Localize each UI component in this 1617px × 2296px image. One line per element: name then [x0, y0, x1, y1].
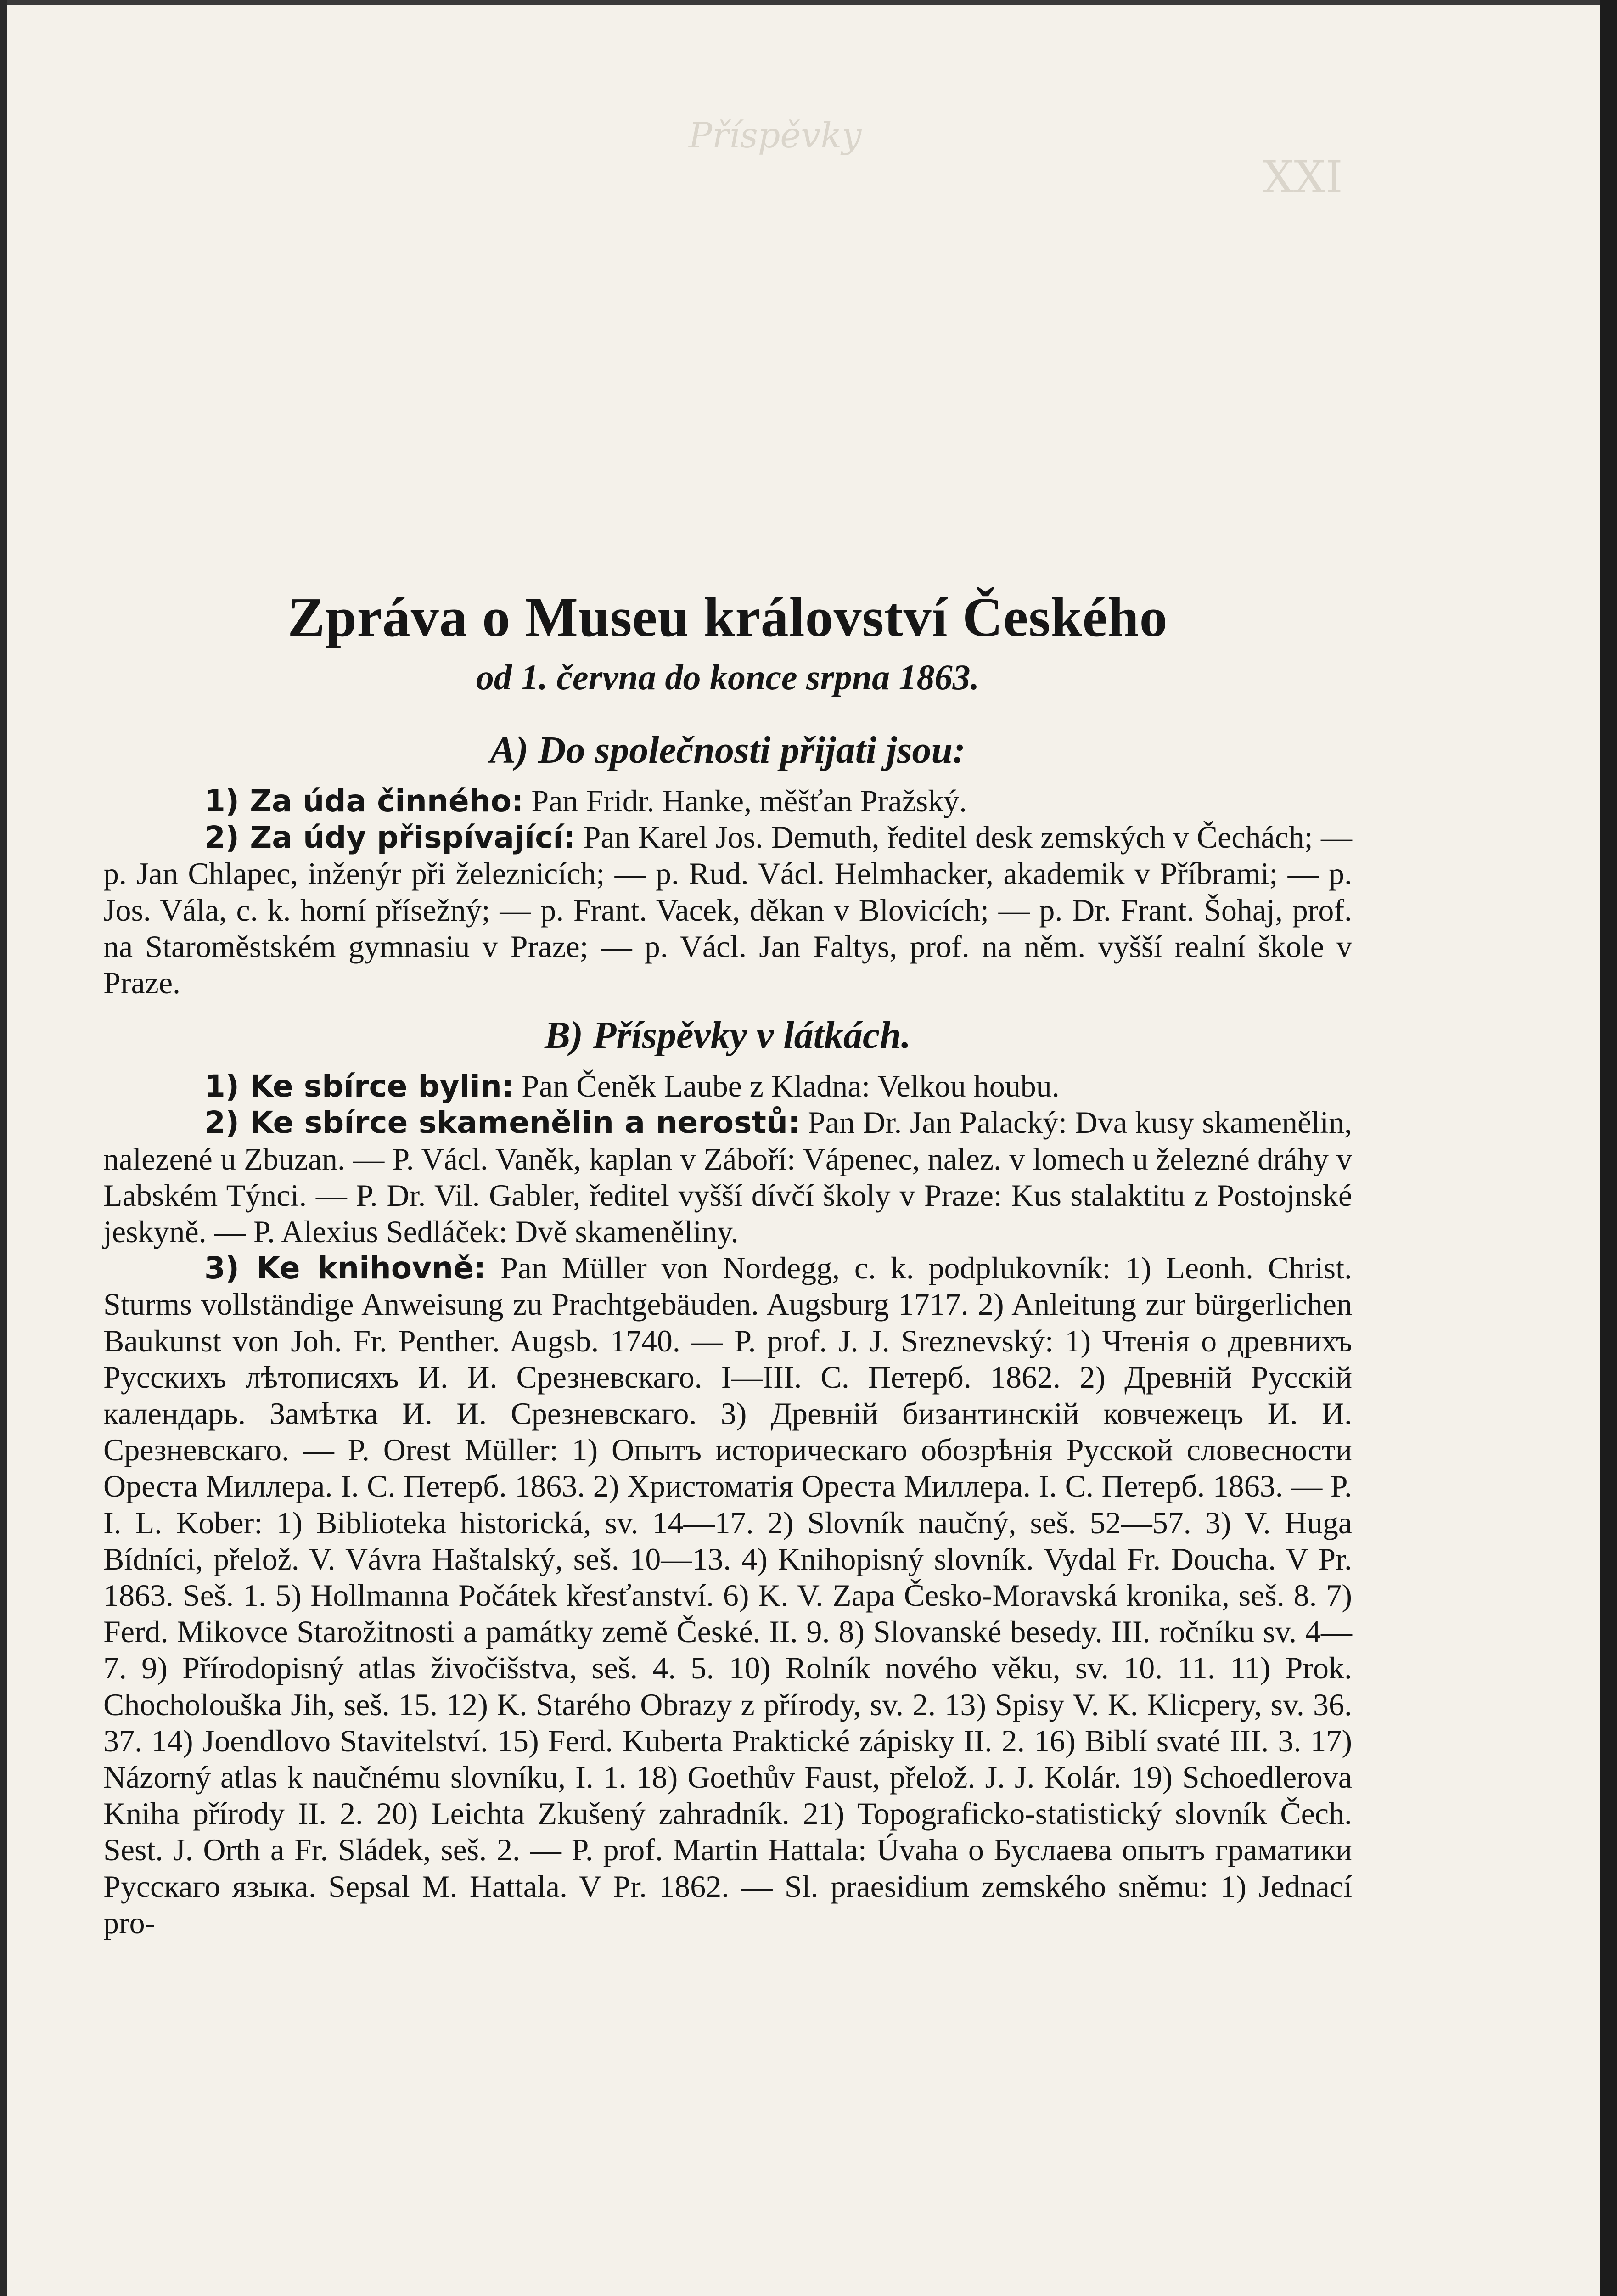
- paragraph-contrib-2: [103, 1104, 1352, 1250]
- paragraph-text: Pan Müller von Nordegg, c. k. podplukovník: 1) Leonh. Christ. Sturms vollständige Anweisung zu Prachtgebäuden. Augsburg 1717. 2) Anleitung zur bürgerlichen Baukunst von Joh. Fr. Penther. Augsb. 1740. — P. prof. J. J. Sreznevský: 1) Чтенія о древнихъ Русскихъ лѣтописяхъ И. И. Срезневскаго. I—III. С. Петерб. 1862. 2) Древній Русскій календарь. Замѣтка И. И. Срезневскаго. 3) Древній бизантинскій ковчежецъ И. И. Срезневскаго. — P. Orest Müller: 1) Опытъ историческаго обозрѣнія Русской словесности Ореста Миллера. I. С. Петерб. 1863. 2) Христоматія Ореста Миллера. I. С. Петерб. 1863. — P. I. L. Kober: 1) Biblioteka historická, sv. 14—17. 2) Slovník naučný, seš. 52—57. 3) V. Huga Bídníci, přelož. V. Vávra Haštalský, seš. 10—13. 4) Knihopisný slovník. Vydal Fr. Doucha. V Pr. 1863. Seš. 1. 5) Hollmanna Počátek křesťanství. 6) K. V. Zapa Česko-Moravská kronika, seš. 8. 7) Ferd. Mikovce Starožitnosti a památky země České. II. 9. 8) Slovanské besedy. III. ročníku sv. 4—7. 9) Přírodopisný atlas živočišstva, seš. 4. 5. 10) Rolník nového věku, sv. 10. 11. 11) Prok. Chocholouška Jih, seš. 15. 12) K. Starého Obrazy z přírody, sv. 2. 13) Spisy V. K. Klicpery, sv. 36. 37. 14) Joendlovo Stavitelství. 15) Ferd. Kuberta Praktické zápisky II. 2. 16) Biblí svaté III. 3. 17) Názorný atlas k naučnému slovníku, I. 1. 18) Goethův Faust, přelož. J. J. Kolár. 19) Schoedlerova Kniha přírody II. 2. 20) Leichta Zkušený zahradník. 21) Topograficko-statistický slovník Čech. Sest. J. Orth a Fr. Sládek, seš. 2. — P. prof. Martin Hattala: Úvaha o Буслаева опытъ граматики Русскаго языка. Sepsal M. Hattala. V Pr. 1862. — Sl. praesidium zemského sněmu: 1) Jednací pro-: [103, 1250, 1353, 1940]
- paragraph-lead: 2) Ke sbírce skamenělin a nerostů:: [204, 1105, 800, 1141]
- scan-edge-right: [1600, 0, 1617, 2296]
- page-title: Zpráva o Museu království Českého: [287, 586, 1168, 648]
- paragraph-lead: 1) Ke sbírce bylin:: [204, 1069, 514, 1104]
- paragraph-members-2: [103, 819, 1352, 1001]
- paragraph-contrib-3: [103, 1250, 1352, 1941]
- paragraph-text: Pan Karel Jos. Demuth, ředitel desk zemských v Čechách; — p. Jan Chlapec, inženýr při železnicích; — p. Rud. Václ. Helmhacker, akademik v Příbrami; — p. Jos. Vála, c. k. horní přísežný; — p. Frant. Vacek, děkan v Blovicích; — p. Dr. Frant. Šohaj, prof. na Staroměstském gymnasiu v Praze; — p. Václ. Jan Faltys, prof. na něm. vyšší realní škole v Praze.: [103, 820, 1353, 1001]
- paragraph-text: Pan Fridr. Hanke, měšťan Pražský.: [531, 783, 967, 818]
- paragraph-lead: 3) Ke knihovně:: [204, 1250, 486, 1286]
- bleed-through-header: Příspěvky: [689, 115, 862, 156]
- page-subtitle: od 1. června do konce srpna 1863.: [476, 657, 980, 697]
- paragraph-text: Pan Čeněk Laube z Kladna: Velkou houbu.: [522, 1069, 1060, 1104]
- paragraph-lead: 1) Za úda činného:: [204, 783, 524, 819]
- paragraph-lead: 2) Za údy přispívající:: [204, 820, 576, 855]
- scan-edge-top: [0, 0, 1617, 5]
- bleed-through-page-number: XXI: [1263, 152, 1343, 203]
- paragraph-members-1: [103, 783, 1352, 819]
- section-heading-b: B) Příspěvky v látkách.: [545, 1014, 911, 1057]
- section-heading-a: A) Do společnosti přijati jsou:: [489, 729, 966, 771]
- scan-edge-left: [0, 0, 7, 2296]
- paragraph-contrib-1: [103, 1068, 1352, 1104]
- paragraph-text: Pan Dr. Jan Palacký: Dva kusy skamenělin, nalezené u Zbuzan. — P. Václ. Vaněk, kaplan v Záboří: Vápenec, nalez. v lomech u železné dráhy v Labském Týnci. — P. Dr. Vil. Gabler, ředitel vyšší dívčí školy v Praze: Kus stalaktitu z Postojnské jeskyně. — P. Alexius Sedláček: Dvě skameněliny.: [103, 1105, 1353, 1249]
- page-body: [103, 583, 1352, 1941]
